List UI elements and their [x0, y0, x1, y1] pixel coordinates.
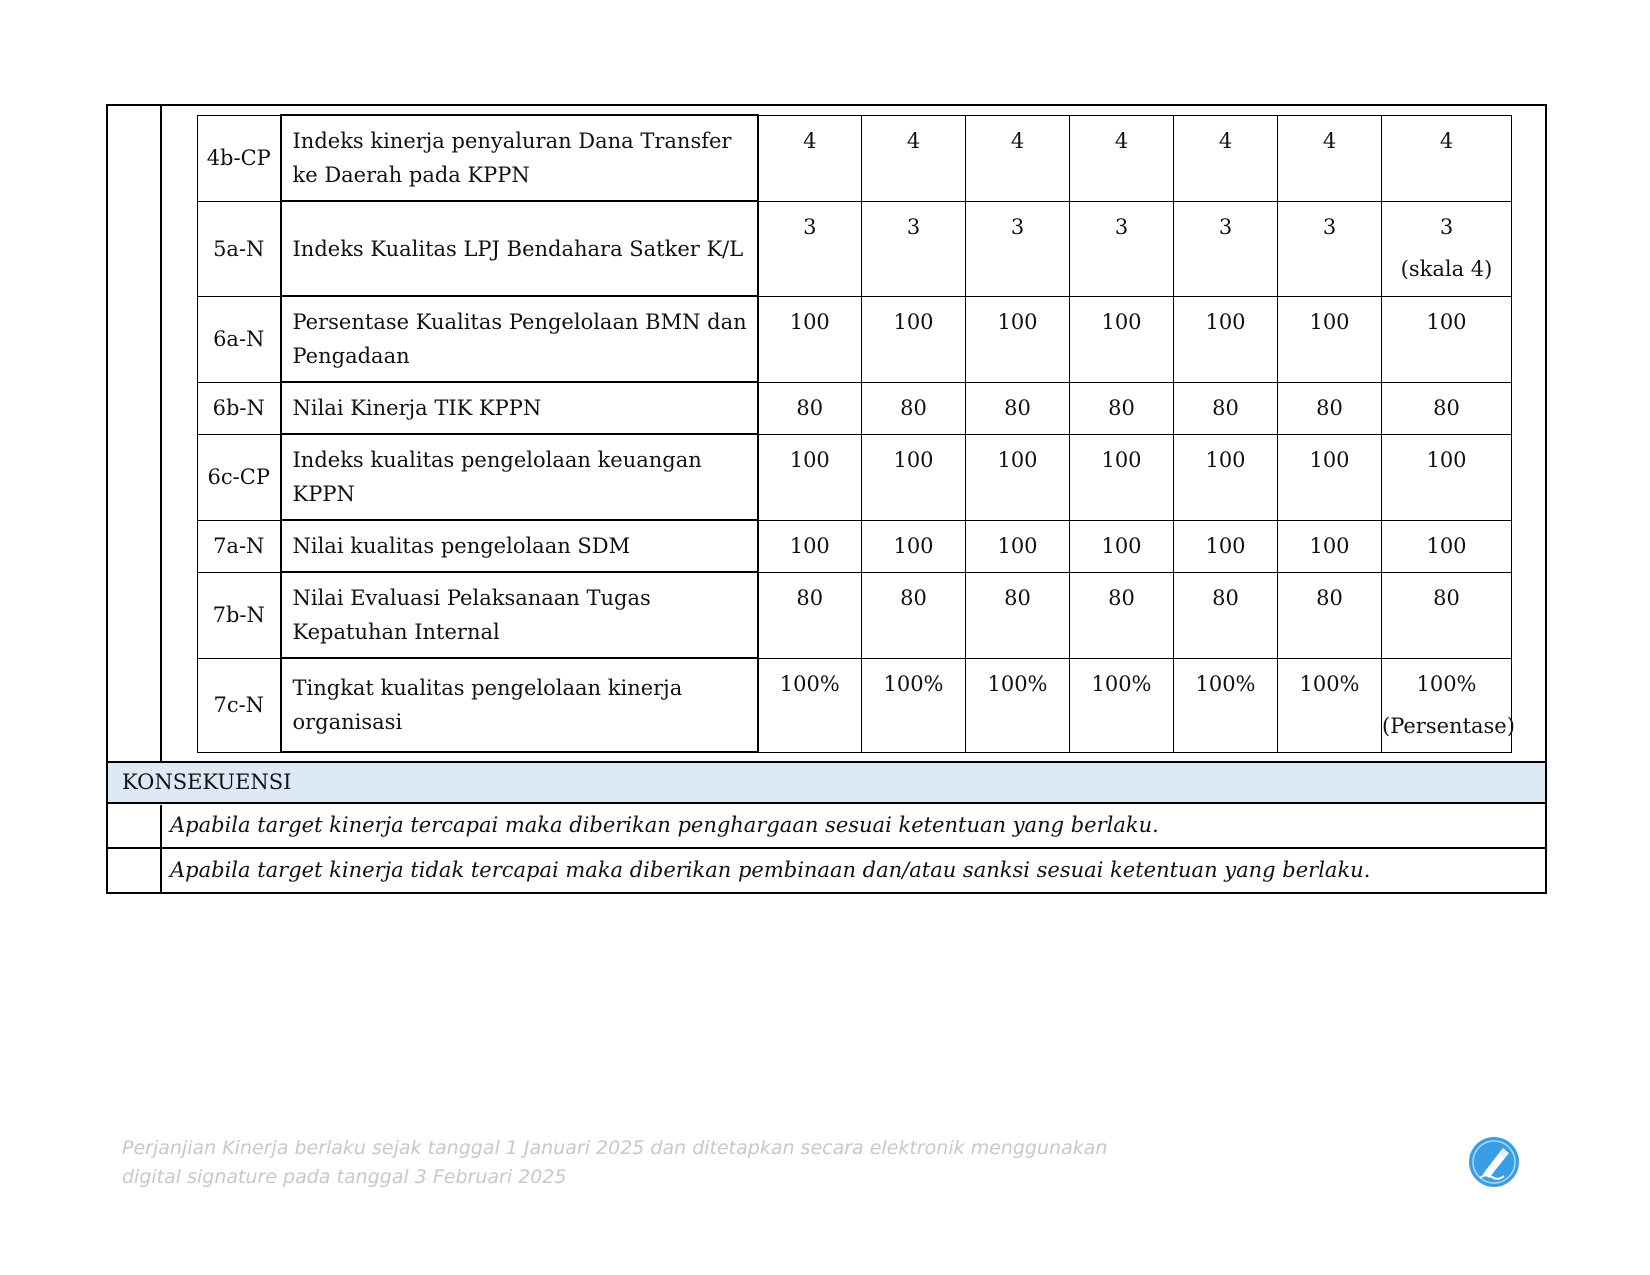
- target-value-cell: [1278, 382, 1382, 434]
- target-value-cell: [862, 434, 966, 520]
- target-value-cell: [862, 572, 966, 658]
- target-value: 100: [1309, 533, 1350, 558]
- target-value: 100%: [779, 671, 840, 696]
- target-value-cell: [862, 296, 966, 382]
- target-value-cell: [758, 382, 862, 434]
- target-value-cell: [1174, 434, 1278, 520]
- konsekuensi-header: [108, 761, 1545, 804]
- target-value: 80: [1316, 585, 1343, 610]
- indicator-code: 7b-N: [198, 572, 281, 658]
- target-unit-note: (skala 4): [1400, 256, 1493, 281]
- indicator-name: Indeks kualitas pengelolaan keuangan KPPN: [281, 434, 758, 520]
- target-value: 100: [893, 533, 934, 558]
- target-value-cell: [1278, 201, 1382, 296]
- target-value-cell: [1070, 572, 1174, 658]
- target-value: 4: [1218, 128, 1233, 153]
- target-row: [198, 382, 1512, 434]
- target-value-cell: [758, 201, 862, 296]
- indicator-name: Indeks Kualitas LPJ Bendahara Satker K/L: [281, 201, 758, 296]
- target-value: 4: [1010, 128, 1025, 153]
- target-value-cell: [1174, 382, 1278, 434]
- target-value: 4: [1114, 128, 1129, 153]
- target-value-cell: [966, 201, 1070, 296]
- indicator-name: Nilai kualitas pengelolaan SDM: [281, 520, 758, 572]
- target-value-cell: [966, 520, 1070, 572]
- target-value: 3: [906, 214, 921, 239]
- target-value-cell: [758, 296, 862, 382]
- target-value: 80: [1004, 395, 1031, 420]
- target-value: 100: [1426, 533, 1467, 558]
- target-value: 4: [906, 128, 921, 153]
- target-value: 100: [1205, 447, 1246, 472]
- target-value: 80: [1108, 585, 1135, 610]
- target-row: [198, 296, 1512, 382]
- target-value: 80: [1004, 585, 1031, 610]
- target-value-cell: [1174, 658, 1278, 752]
- indicator-name: Nilai Evaluasi Pelaksanaan Tugas Kepatuhan Internal: [281, 572, 758, 658]
- target-row: [198, 201, 1512, 296]
- target-value: 80: [1108, 395, 1135, 420]
- indicator-code: 4b-CP: [198, 115, 281, 201]
- footnote-line-1: Perjanjian Kinerja berlaku sejak tanggal 1 Januari 2025 dan ditetapkan secara elektronik menggunakan: [122, 1137, 1108, 1159]
- target-value-cell: [1382, 520, 1512, 572]
- target-value-cell: [1382, 296, 1512, 382]
- target-value: 100: [789, 447, 830, 472]
- target-value-cell: [966, 572, 1070, 658]
- indicator-name: Nilai Kinerja TIK KPPN: [281, 382, 758, 434]
- target-value-cell: [758, 115, 862, 201]
- target-value: 80: [796, 395, 824, 420]
- target-value: 80: [1212, 585, 1239, 610]
- target-value: 100: [893, 447, 934, 472]
- target-value: 80: [1212, 395, 1239, 420]
- target-value-cell: [966, 382, 1070, 434]
- target-value: 100: [997, 309, 1038, 334]
- target-value-cell: [862, 658, 966, 752]
- target-value-cell: [758, 572, 862, 658]
- target-value: 3: [1322, 214, 1337, 239]
- target-value: 3: [1439, 214, 1454, 239]
- target-value: 80: [900, 395, 927, 420]
- target-value: 3: [1010, 214, 1025, 239]
- target-value: 4: [803, 128, 817, 153]
- target-value-cell: [862, 382, 966, 434]
- target-value-cell: [1070, 201, 1174, 296]
- target-value: 100%: [987, 671, 1048, 696]
- signature-footnote: [122, 1134, 1107, 1192]
- konsekuensi-title: KONSEKUENSI: [122, 770, 292, 794]
- target-value: 80: [1316, 395, 1343, 420]
- target-value-cell: [1174, 572, 1278, 658]
- konsekuensi-item-sanction: Apabila target kinerja tidak tercapai maka diberikan pembinaan dan/atau sanksi sesuai ketentuan yang berlaku.: [170, 858, 1371, 882]
- target-value-cell: [758, 658, 862, 752]
- target-value-cell: [1278, 434, 1382, 520]
- indicator-name: Tingkat kualitas pengelolaan kinerja organisasi: [281, 658, 758, 752]
- target-value-cell: [1278, 115, 1382, 201]
- target-value-cell: [758, 520, 862, 572]
- target-value: 100: [789, 309, 830, 334]
- target-value-cell: [1174, 201, 1278, 296]
- target-value: 100: [997, 447, 1038, 472]
- target-value: 4: [1322, 128, 1337, 153]
- target-row: [198, 434, 1512, 520]
- target-value-cell: [1382, 382, 1512, 434]
- target-value-cell: [966, 434, 1070, 520]
- target-value: 100: [1101, 447, 1142, 472]
- target-row: [198, 658, 1512, 752]
- target-value: 100: [1101, 309, 1142, 334]
- performance-target-table: [197, 114, 1515, 753]
- target-value-cell: [758, 434, 862, 520]
- footnote-line-2: digital signature pada tanggal 3 Februari 2025: [122, 1166, 567, 1188]
- indicator-code: 5a-N: [198, 201, 281, 296]
- indicator-code: 6c-CP: [198, 434, 281, 520]
- target-value-cell: [862, 115, 966, 201]
- target-row: [198, 520, 1512, 572]
- target-row: [198, 115, 1512, 201]
- target-value: 80: [900, 585, 927, 610]
- target-value: 3: [803, 214, 817, 239]
- indicator-name: Indeks kinerja penyaluran Dana Transfer ke Daerah pada KPPN: [281, 115, 758, 201]
- target-value-cell: [1382, 434, 1512, 520]
- target-value: 100: [1309, 309, 1350, 334]
- target-value-cell: [966, 115, 1070, 201]
- indicator-name: Persentase Kualitas Pengelolaan BMN dan Pengadaan: [281, 296, 758, 382]
- target-value: 100: [997, 533, 1038, 558]
- target-unit-note: (Persentase): [1382, 713, 1515, 738]
- target-value-cell: [966, 658, 1070, 752]
- target-value: 100%: [883, 671, 944, 696]
- target-value-cell: [1382, 572, 1512, 658]
- target-value-cell: [862, 201, 966, 296]
- target-value-cell: [1070, 115, 1174, 201]
- target-value: 100: [1101, 533, 1142, 558]
- target-value: 100: [789, 533, 830, 558]
- target-value-cell: [1070, 434, 1174, 520]
- target-value-cell: [1070, 382, 1174, 434]
- target-value: 80: [1433, 395, 1460, 420]
- target-value: 100: [1426, 447, 1467, 472]
- target-value-cell: [1174, 296, 1278, 382]
- row-divider: [108, 847, 1545, 849]
- target-value: 100: [1205, 309, 1246, 334]
- target-value-cell: [1070, 658, 1174, 752]
- target-value: 100%: [1091, 671, 1152, 696]
- target-value-cell: [1382, 115, 1512, 201]
- target-value: 100: [1426, 309, 1467, 334]
- target-value: 3: [1114, 214, 1129, 239]
- indicator-code: 6a-N: [198, 296, 281, 382]
- target-value-cell: [1070, 296, 1174, 382]
- target-value: 100%: [1299, 671, 1360, 696]
- target-value: 100: [1309, 447, 1350, 472]
- target-value-cell: [1174, 520, 1278, 572]
- target-value-cell: [1382, 201, 1512, 296]
- target-value: 3: [1218, 214, 1233, 239]
- target-value: 100: [1205, 533, 1246, 558]
- target-value-cell: [1278, 296, 1382, 382]
- target-value-cell: [1278, 572, 1382, 658]
- target-row: [198, 572, 1512, 658]
- target-value: 80: [796, 585, 824, 610]
- target-table-body: [198, 115, 1515, 752]
- target-value-cell: [1070, 520, 1174, 572]
- target-value-cell: [966, 296, 1070, 382]
- target-value-cell: [1278, 520, 1382, 572]
- konsekuensi-item-reward: Apabila target kinerja tercapai maka diberikan penghargaan sesuai ketentuan yang berlaku.: [170, 813, 1159, 837]
- indicator-code: 6b-N: [198, 382, 281, 434]
- column-divider-upper: [160, 106, 162, 761]
- target-value: 80: [1433, 585, 1460, 610]
- target-value: 4: [1439, 128, 1454, 153]
- digital-signature-pen-icon: [1468, 1136, 1520, 1188]
- target-value: 100%: [1416, 671, 1477, 696]
- target-value-cell: [1174, 115, 1278, 201]
- indicator-code: 7c-N: [198, 658, 281, 752]
- indicator-code: 7a-N: [198, 520, 281, 572]
- target-value: 100%: [1195, 671, 1256, 696]
- target-value: 100: [893, 309, 934, 334]
- target-value-cell: [1382, 658, 1515, 752]
- target-value-cell: [862, 520, 966, 572]
- target-value-cell: [1278, 658, 1382, 752]
